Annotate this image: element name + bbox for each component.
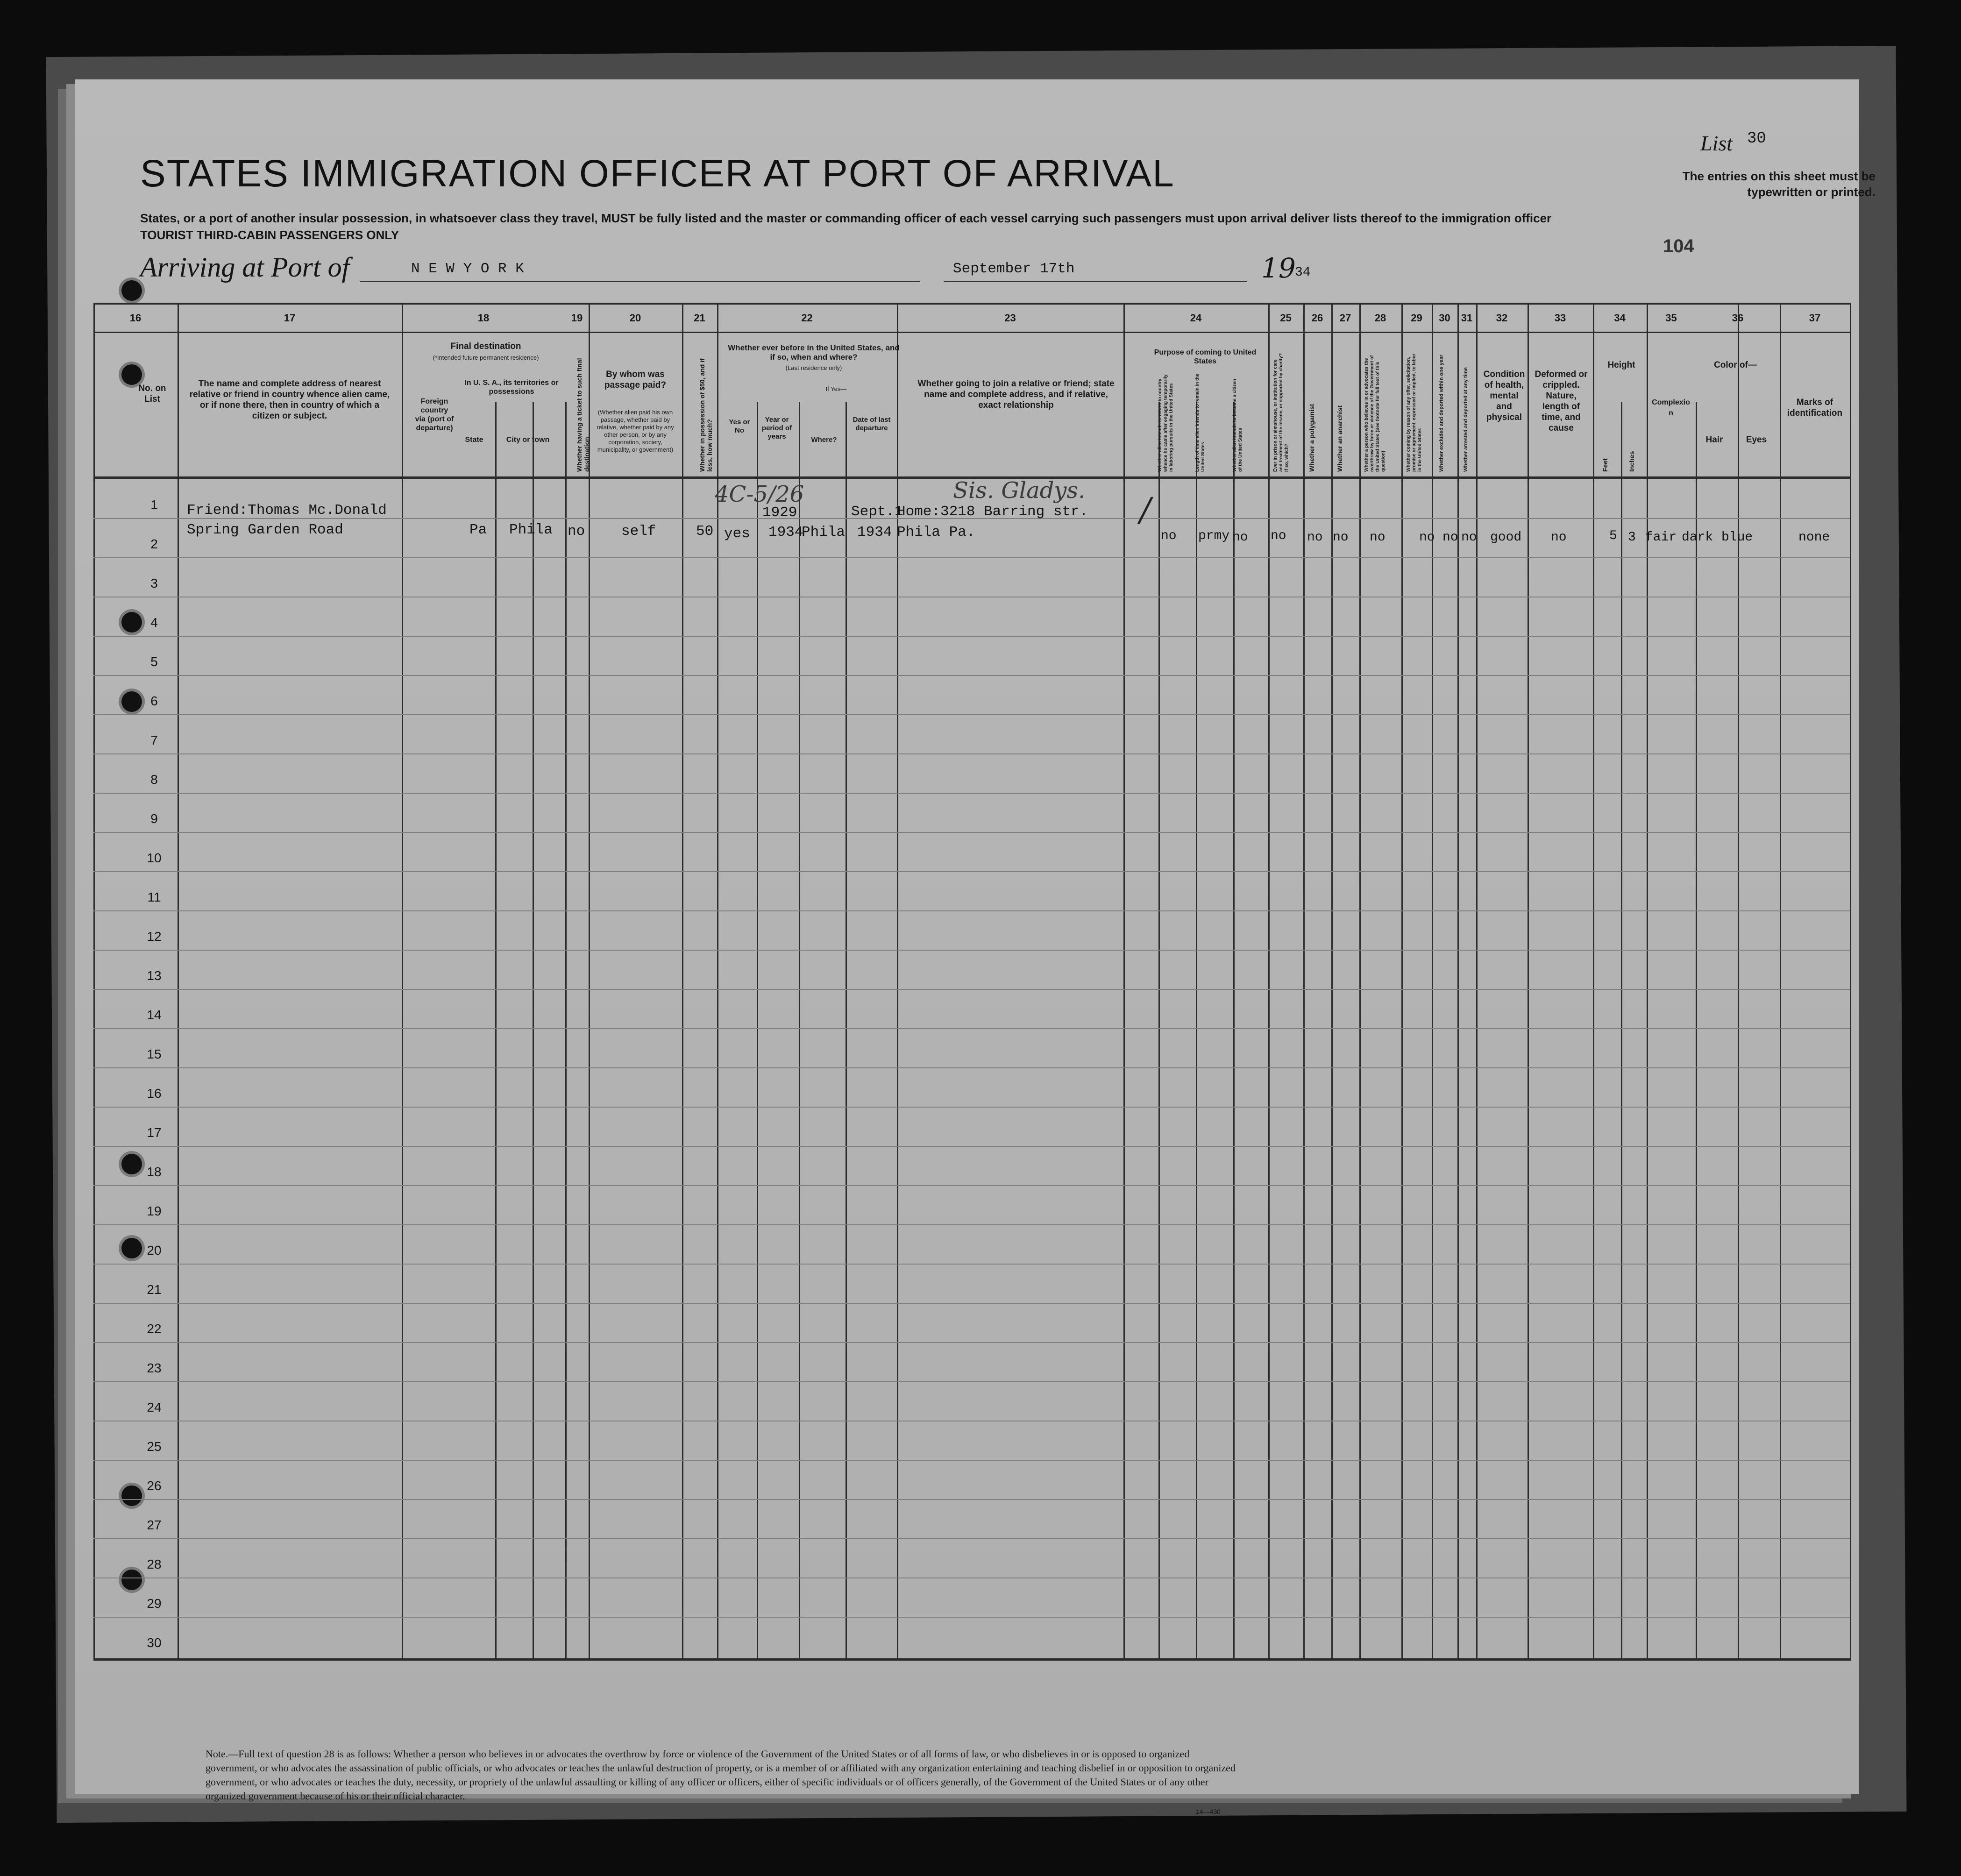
entry-purpose-length: prmy — [1198, 529, 1230, 543]
row-rule — [93, 1224, 1850, 1225]
header-purpose-return: Whether alien intends to return to country whence he came after engaging temporarily in laboring pursuits in the United States — [1158, 374, 1174, 472]
column-divider — [1196, 402, 1197, 1661]
column-number: 34 — [1614, 312, 1626, 324]
column-divider — [1123, 303, 1125, 1661]
row-number: 17 — [147, 1125, 162, 1140]
row-number: 28 — [147, 1557, 162, 1571]
header-hair: Hair — [1705, 435, 1723, 445]
entry-excluded: no — [1442, 530, 1458, 545]
header-state: State — [465, 436, 483, 444]
entry-deformed: no — [1551, 530, 1567, 545]
column-number: 25 — [1280, 312, 1292, 324]
sheet-stamp: 104 — [1663, 236, 1694, 256]
column-divider — [1621, 402, 1622, 1661]
header-passage-paid-note: (Whether alien paid his own passage, whether paid by relative, whether paid by any other person, or by any corporation, society, municipality, or government) — [597, 409, 674, 453]
column-divider — [1696, 402, 1697, 1661]
header-arrested: Whether arrested and deported at any time — [1463, 367, 1469, 472]
row-number: 24 — [147, 1400, 162, 1414]
row-rule — [93, 910, 1850, 911]
header-anarchist: Whether an anarchist — [1336, 405, 1343, 472]
entry-money: 50 — [696, 523, 714, 540]
column-number: 36 — [1732, 312, 1744, 324]
row-rule — [93, 714, 1850, 715]
row-rule — [93, 1342, 1850, 1343]
row-number: 26 — [147, 1478, 162, 1493]
row-number: 2 — [150, 537, 158, 551]
header-purpose-length: Length of time alien intends to remain in the United States — [1195, 373, 1206, 472]
column-number: 33 — [1554, 312, 1566, 324]
row-rule — [93, 1381, 1850, 1382]
row-number: 22 — [147, 1322, 162, 1336]
row-number: 12 — [147, 929, 162, 944]
row-number: 5 — [150, 654, 158, 669]
column-divider — [757, 402, 758, 1661]
header-height: Height — [1607, 360, 1635, 370]
column-divider — [682, 303, 683, 1661]
row-number: 18 — [147, 1165, 162, 1179]
header-polygamist: Whether a polygamist — [1308, 404, 1315, 472]
binder-hole — [121, 364, 142, 385]
entry-overthrow: no — [1370, 530, 1385, 545]
column-divider — [533, 402, 534, 1661]
entry-where: Phila — [802, 524, 846, 540]
row-number: 25 — [147, 1439, 162, 1454]
column-number: 21 — [694, 312, 705, 324]
column-divider — [1780, 303, 1781, 1661]
header-color-of: Color of— — [1714, 360, 1757, 370]
passenger-class: TOURIST THIRD-CABIN PASSENGERS ONLY — [140, 228, 399, 242]
column-number: 18 — [477, 312, 490, 324]
column-number: 22 — [801, 312, 813, 324]
header-yes-no: Yes or No — [729, 418, 750, 434]
arrival-port: N E W Y O R K — [411, 261, 524, 277]
column-divider — [1158, 402, 1160, 1661]
column-divider — [1359, 303, 1361, 1661]
entry-relative-line1: Friend:Thomas Mc.Donald — [187, 502, 387, 519]
header-final-destination: Final destination — [450, 341, 521, 351]
row-number: 6 — [150, 694, 158, 708]
arrival-year-prefix: 19 — [1261, 252, 1296, 284]
row-rule — [93, 1617, 1850, 1618]
column-divider — [1457, 303, 1459, 1661]
handwritten-sister-note: Sis. Gladys. — [953, 477, 1086, 504]
entry-before: yes — [724, 526, 750, 542]
row-number: 11 — [147, 890, 161, 904]
handwritten-tick: / — [1140, 490, 1151, 529]
column-divider — [178, 303, 179, 1661]
column-divider — [1738, 303, 1739, 1661]
row-rule — [93, 950, 1850, 951]
entry-arrested: no — [1461, 530, 1477, 545]
handwritten-money-note: 4C-5/26 — [715, 481, 804, 507]
binder-hole — [121, 1570, 142, 1590]
column-number: 30 — [1439, 312, 1450, 324]
entry-feet: 5 — [1609, 529, 1617, 543]
column-divider — [1647, 303, 1648, 1661]
column-divider — [93, 303, 95, 1661]
column-number: 31 — [1461, 312, 1473, 324]
colnum-rule — [93, 332, 1850, 333]
row-number: 29 — [147, 1596, 162, 1611]
header-prison: Ever in prison or almshouse, or institution for care and treatment of the insane, or supported by charity? If so, which? — [1273, 353, 1289, 472]
row-rule — [93, 636, 1850, 637]
entry-years-1: 1929 — [762, 505, 797, 521]
row-number: 16 — [147, 1086, 162, 1101]
form-code: 14—430 — [1196, 1808, 1221, 1815]
table-bottom-rule — [93, 1658, 1850, 1661]
header-marks: Marks of identification — [1787, 398, 1843, 418]
column-number: 19 — [571, 312, 583, 324]
row-number: 21 — [147, 1282, 162, 1297]
row-number: 1 — [150, 497, 158, 512]
column-divider — [1233, 402, 1235, 1661]
table-top-rule — [93, 303, 1850, 305]
row-rule — [93, 793, 1850, 794]
row-rule — [93, 1028, 1850, 1029]
header-purpose: Purpose of coming to United States — [1154, 348, 1257, 365]
column-number: 32 — [1496, 312, 1508, 324]
header-if-yes: If Yes— — [825, 385, 847, 392]
entry-purpose-return: no — [1161, 529, 1177, 543]
entry-health: good — [1490, 530, 1522, 545]
entry-departure-year: 1934 — [857, 524, 892, 540]
row-rule — [93, 1185, 1850, 1186]
row-rule — [93, 1538, 1850, 1539]
row-rule — [93, 1264, 1850, 1265]
column-divider — [402, 303, 403, 1661]
column-number: 24 — [1190, 312, 1202, 324]
row-rule — [93, 832, 1850, 833]
entry-years-2: 1934 — [768, 524, 803, 540]
column-divider — [1850, 303, 1851, 1661]
entry-offer: no — [1419, 530, 1435, 545]
binder-hole — [121, 280, 142, 301]
entry-hair: dark — [1682, 530, 1713, 545]
row-rule — [93, 675, 1850, 676]
entry-marks: none — [1798, 530, 1830, 545]
footnote-question-28: Note.—Full text of question 28 is as follows: Whether a person who believes in or advocates the overthrow by force or violence of the Government of the United States or of all forms of law, or who disbelieves in or is opposed to organized government, or who advocates the assassination of public officials, or who advocates or teaches the unlawful destruction of property, or is a member of or affiliated with any organization entertaining and teaching disbelief in or opposition to organized government, or who advocates or teaches the duty, necessity, or propriety of the unlawful assaulting or killing of any officer or officers, either of specific individuals or of officers generally, of the Government of the United States or of any other organized government because of his or their official character. — [206, 1748, 1236, 1802]
entry-purpose-citizen: no — [1232, 530, 1248, 545]
header-ever-before-note: (Last residence only) — [785, 364, 842, 371]
row-number: 10 — [147, 851, 162, 865]
row-number: 14 — [147, 1008, 162, 1022]
column-number: 16 — [129, 312, 142, 324]
header-city: City or town — [506, 436, 550, 444]
header-no-on-list: No. on List — [138, 384, 166, 404]
list-label: List — [1700, 131, 1733, 155]
header-fifty-dollars: Whether in possession of $50, and if less, how much? — [698, 358, 713, 472]
arrival-year-suffix: 34 — [1295, 265, 1311, 280]
row-number: 3 — [150, 576, 158, 590]
entry-joining-line1: Home:3218 Barring str. — [897, 504, 1088, 520]
entry-complexion: fair — [1645, 530, 1677, 545]
column-number: 23 — [1004, 312, 1016, 324]
row-rule — [93, 1107, 1850, 1108]
header-health: Condition of health, mental and physical — [1483, 370, 1525, 422]
header-purpose-citizen: Whether alien intends to become a citizen of the United States — [1232, 379, 1243, 472]
header-deformed: Deformed or crippled. Nature, length of time, and cause — [1535, 370, 1588, 433]
column-number: 29 — [1411, 312, 1422, 324]
entry-paid-by: self — [621, 523, 656, 540]
row-number: 4 — [150, 615, 158, 630]
column-number: 26 — [1311, 312, 1323, 324]
row-rule — [93, 1146, 1850, 1147]
row-number: 8 — [150, 772, 158, 787]
row-number: 23 — [147, 1361, 162, 1375]
header-inches: Inches — [1628, 451, 1635, 472]
row-number: 13 — [147, 968, 162, 983]
entry-inches: 3 — [1628, 530, 1636, 545]
column-divider — [1303, 303, 1305, 1661]
row-number: 9 — [150, 811, 158, 826]
row-number: 19 — [147, 1204, 162, 1218]
entry-joining-line2: Phila Pa. — [897, 524, 975, 540]
column-divider — [1401, 303, 1403, 1661]
entry-eyes: blue — [1721, 530, 1753, 545]
column-number: 28 — [1374, 312, 1386, 324]
column-divider — [1268, 303, 1270, 1661]
header-complexion: Complexion — [1652, 398, 1690, 417]
form-title: STATES IMMIGRATION OFFICER AT PORT OF ARRIVAL — [140, 152, 1175, 195]
entry-city: Phila — [509, 522, 553, 538]
row-rule — [93, 1067, 1850, 1068]
header-date-last-departure: Date of last departure — [853, 416, 891, 432]
entry-departure: Sept.1 — [851, 504, 903, 520]
entry-ticket: no — [568, 523, 585, 540]
row-rule — [93, 989, 1850, 990]
header-excluded: Whether excluded and deported within one year — [1439, 355, 1444, 472]
column-number: 20 — [629, 312, 641, 324]
entry-polygamist: no — [1307, 530, 1323, 545]
column-number: 37 — [1809, 312, 1821, 324]
column-divider — [1593, 303, 1594, 1661]
column-number: 27 — [1339, 312, 1351, 324]
list-number: 30 — [1747, 130, 1766, 148]
row-number: 15 — [147, 1047, 162, 1061]
header-foreign-country: Foreign country via (port of departure) — [415, 398, 454, 432]
column-divider — [846, 402, 847, 1661]
row-rule — [93, 871, 1850, 872]
column-divider — [799, 402, 800, 1661]
header-going-to-join: Whether going to join a relative or friend; state name and complete address, and if relative, exact relationship — [917, 379, 1115, 410]
column-divider — [495, 402, 497, 1661]
entry-state: Pa — [469, 522, 487, 538]
row-rule — [93, 557, 1850, 558]
arrival-date: September 17th — [953, 261, 1075, 277]
form-instructions: States, or a port of another insular possession, in whatsoever class they travel, MUST be fully listed and the master or commanding officer of each vessel carrying such passengers must upon arrival deliver lists thereof to the immigration officer — [140, 211, 1552, 225]
column-number: 35 — [1665, 312, 1677, 324]
column-divider — [565, 402, 567, 1661]
header-overthrow: Whether a person who believes in or advocates the overthrow by force or violence of the Government of the United States (See footnote for full text of this question) — [1364, 355, 1386, 472]
header-passage-paid: By whom was passage paid? — [604, 370, 666, 390]
entry-prison: no — [1271, 529, 1286, 543]
header-eyes: Eyes — [1746, 435, 1767, 445]
row-number: 27 — [147, 1518, 162, 1532]
header-labor-offer: Whether coming by reason of any offer, solicitation, promise or agreement, expressed or implied, to labor in the United States — [1406, 354, 1422, 472]
header-in-usa: In U. S. A., its territories or possessions — [464, 379, 559, 396]
column-divider — [1528, 303, 1529, 1661]
entry-relative-line2: Spring Garden Road — [187, 522, 343, 538]
header-feet: Feet — [1601, 458, 1609, 472]
manifest-sheet — [75, 79, 1876, 1815]
header-year-period: Year or period of years — [761, 416, 792, 441]
column-divider — [589, 303, 590, 1661]
row-rule — [93, 1499, 1850, 1500]
row-number: 7 — [150, 733, 158, 747]
row-rule — [93, 1460, 1850, 1461]
column-divider — [1432, 303, 1433, 1661]
row-rule — [93, 753, 1850, 754]
column-divider — [1476, 303, 1478, 1661]
row-number: 30 — [147, 1635, 162, 1650]
arriving-label: Arriving at Port of — [140, 252, 350, 283]
row-rule — [93, 1303, 1850, 1304]
entry-anarchist: no — [1333, 530, 1349, 545]
header-ever-before: Whether ever before in the United States, and if so, when and where? — [728, 343, 900, 362]
header-final-destination-note: (*Intended future permanent residence) — [433, 354, 539, 361]
header-where: Where? — [811, 436, 837, 444]
header-ticket: Whether having a ticket to such final destination — [576, 358, 590, 472]
column-number: 17 — [284, 312, 296, 324]
row-number: 20 — [147, 1243, 162, 1258]
header-nearest-relative: The name and complete address of nearest relative or friend in country whence alien came, or if none there, then in country of which a citizen or subject. — [189, 379, 390, 421]
column-divider — [1331, 303, 1333, 1661]
typewritten-note: The entries on this sheet must be typewritten or printed. — [1682, 169, 1876, 199]
